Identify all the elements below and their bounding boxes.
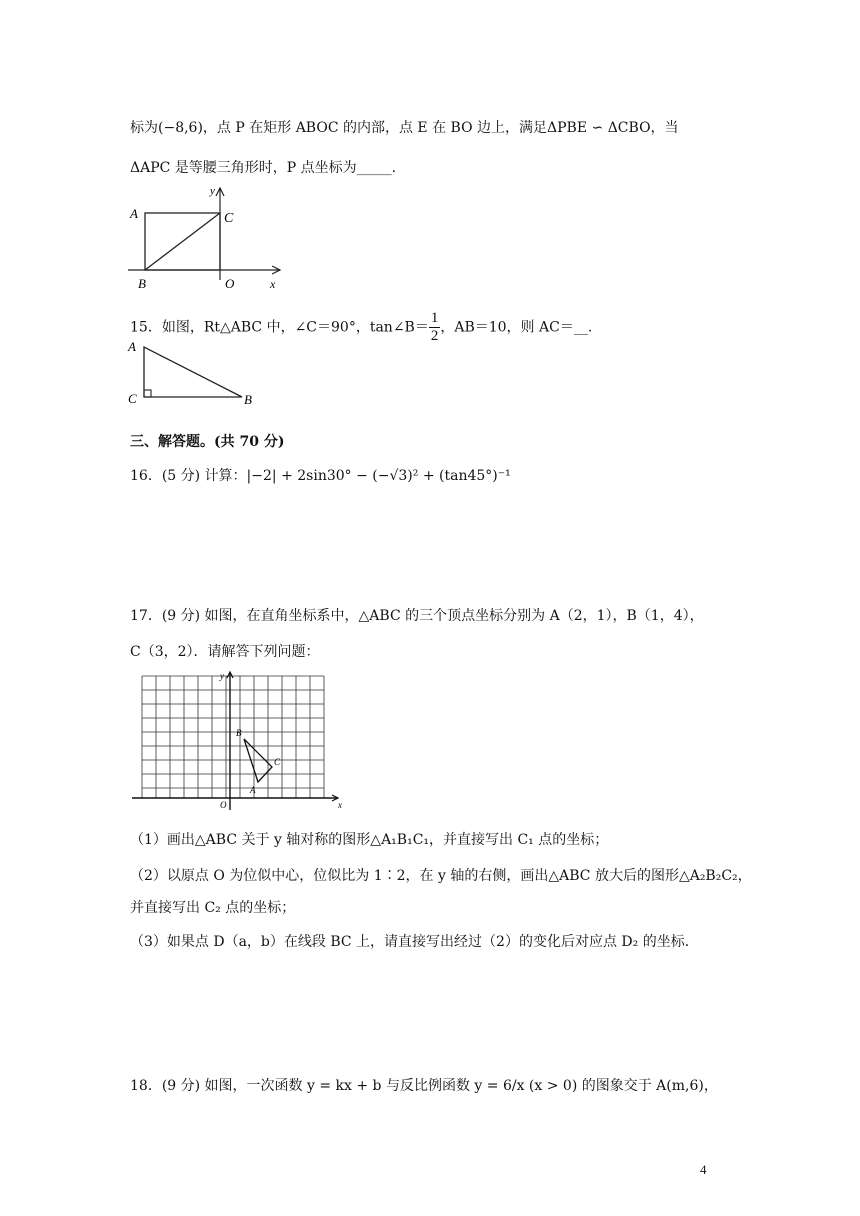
q17-sub2b: 并直接写出 C₂ 点的坐标； <box>130 900 296 916</box>
section3-heading: 三、解答题。(共 70 分) <box>130 434 285 450</box>
q14-label-C: C <box>224 211 234 226</box>
q17-label-A: A <box>250 785 256 795</box>
q17-label-y: y <box>220 671 224 681</box>
q14-label-A: A <box>130 206 138 221</box>
q14-line2: ΔAPC 是等腰三角形时，P 点坐标为_____. <box>130 160 397 176</box>
q15-prefix: 15．如图，Rt△ABC 中，∠C＝90°，tan∠B＝ <box>130 319 429 336</box>
q16-line: 16．(5 分) 计算：|−2| + 2sin30° − (−√3)² + (tan45°)⁻¹ <box>130 468 511 484</box>
q18-line: 18．(9 分) 如图，一次函数 y = kx + b 与反比例函数 y = 6/x (x > 0) 的图象交于 A(m,6)， <box>130 1078 718 1094</box>
q14-label-B: B <box>138 276 146 291</box>
q14-label-y: y <box>210 185 215 197</box>
q15-label-C: C <box>128 391 137 406</box>
q15-suffix: ，AB＝10，则 AC＝__. <box>440 319 593 336</box>
q15-figure <box>124 336 264 408</box>
q15-frac-num: 1 <box>430 310 439 326</box>
q15-fraction <box>429 310 441 345</box>
q14-label-O: O <box>225 276 235 291</box>
q17-label-x: x <box>338 800 342 810</box>
page-number: 4 <box>700 1162 707 1177</box>
q17-sub1: （1）画出△ABC 关于 y 轴对称的图形△A₁B₁C₁，并直接写出 C₁ 点的坐标； <box>130 832 609 848</box>
q17-sub2: （2）以原点 O 为位似中心，位似比为 1∶2，在 y 轴的右侧，画出△ABC 放大后的图形△A₂B₂C₂， <box>130 868 752 884</box>
q15-label-B: B <box>244 392 252 407</box>
q17-label-C: C <box>274 757 281 767</box>
q17-sub3: （3）如果点 D（a，b）在线段 BC 上，请直接写出经过（2）的变化后对应点 D₂ 的坐标． <box>130 934 699 950</box>
q17-grid-figure <box>128 670 348 812</box>
q17-label-O: O <box>220 800 227 810</box>
q15-label-A: A <box>128 339 136 354</box>
q14-figure <box>120 180 290 292</box>
q17-line2: C（3，2）．请解答下列问题： <box>130 644 320 660</box>
q17-label-B: B <box>236 728 242 738</box>
q14-line1: 标为(−8,6)，点 P 在矩形 ABOC 的内部，点 E 在 BO 边上，满足ΔPBE ∽ ΔCBO，当 <box>130 120 679 136</box>
q15-frac-den: 2 <box>430 328 439 344</box>
q14-label-x: x <box>270 277 276 291</box>
q17-line1: 17．(9 分) 如图，在直角坐标系中，△ABC 的三个顶点坐标分别为 A（2，1），B（1，4）， <box>130 608 704 624</box>
